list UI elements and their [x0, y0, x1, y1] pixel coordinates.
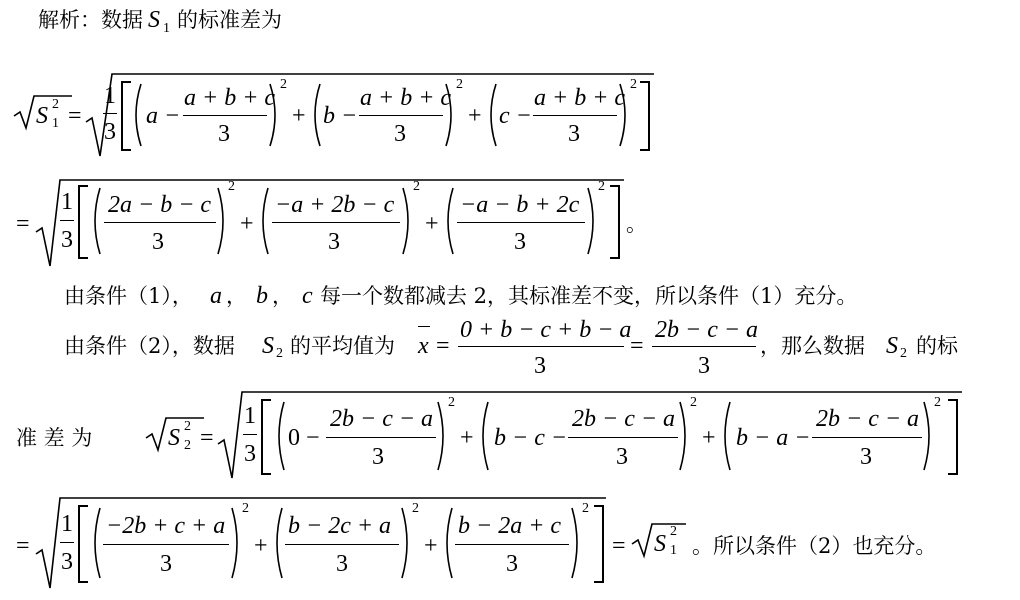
lhs-symbol: S	[36, 103, 48, 129]
equals: =	[612, 533, 626, 559]
subscript: 2	[900, 346, 907, 361]
term-frac-bar	[812, 437, 922, 438]
term-numerator: −a − b + 2c	[460, 192, 580, 218]
subscript: 2	[276, 346, 283, 361]
term-denominator: 3	[514, 229, 526, 255]
term-prefix: c −	[499, 103, 532, 129]
term-numerator: b − 2c + a	[288, 513, 392, 539]
left-paren-icon	[274, 400, 286, 472]
term-frac-bar	[103, 544, 229, 545]
heading-text: 解析：数据	[38, 8, 143, 32]
lhs-sub: 2	[184, 438, 191, 453]
mean-denominator-2: 3	[698, 353, 710, 379]
plus-sign: +	[702, 425, 716, 451]
term-numerator: 2b − c − a	[572, 406, 676, 432]
term-numerator: 2b − c − a	[816, 406, 920, 432]
right-bracket-icon	[638, 80, 652, 152]
conclusion-text: 。所以条件（2）也充分。	[692, 534, 937, 558]
left-bracket-icon	[259, 398, 273, 476]
term-denominator: 3	[568, 121, 580, 147]
term-exponent: 2	[690, 395, 697, 410]
mean-frac-bar-2	[652, 346, 756, 347]
paragraph-rest: 每一个数都减去 2，其标准差不变，所以条件（1）充分。	[320, 284, 858, 308]
term-numerator: 2b − c − a	[330, 406, 434, 432]
term-numerator: b − 2a + c	[458, 513, 562, 539]
plus-sign: +	[254, 533, 268, 559]
period: 。	[626, 212, 647, 236]
term-numerator: −a + 2b − c	[275, 192, 395, 218]
frac-bar	[60, 542, 74, 543]
term-denominator: 3	[616, 444, 628, 470]
term-denominator: 3	[372, 444, 384, 470]
paragraph-text: 由条件（1），	[64, 284, 193, 308]
frac-bar	[103, 113, 117, 114]
equals: =	[68, 103, 82, 129]
frac-three: 3	[104, 119, 116, 145]
right-paren-icon	[436, 400, 448, 472]
term-frac-bar	[183, 115, 267, 116]
left-paren-icon	[258, 186, 270, 256]
lhs-sub: 1	[52, 116, 59, 131]
left-paren-icon	[310, 82, 322, 148]
lhs-sup: 2	[184, 419, 191, 434]
paragraph-text-2: 的平均值为	[290, 334, 395, 358]
term-prefix: b − a −	[736, 425, 811, 451]
symbol-s: S	[886, 333, 898, 359]
term-frac-bar	[533, 115, 617, 116]
frac-three: 3	[61, 549, 73, 575]
term-denominator: 3	[394, 121, 406, 147]
term-exponent: 2	[630, 77, 637, 92]
subscript: 1	[163, 21, 170, 36]
term-denominator: 3	[506, 551, 518, 577]
rhs-sub: 1	[670, 543, 677, 558]
right-paren-icon	[268, 82, 280, 148]
left-paren-icon	[443, 186, 455, 256]
paragraph-text-3: ，那么数据	[760, 334, 865, 358]
term-exponent: 2	[582, 501, 589, 516]
right-paren-icon	[400, 506, 412, 580]
right-paren-icon	[230, 506, 242, 580]
paragraph-text-4: 的标	[916, 334, 958, 358]
mean-numerator-2: 2b − c − a	[655, 317, 759, 343]
symbol-s: S	[262, 333, 274, 359]
var-a: a	[210, 283, 222, 309]
lhs-sup: 2	[52, 97, 59, 112]
right-paren-icon	[570, 506, 582, 580]
term-denominator: 3	[152, 229, 164, 255]
term-frac-bar	[272, 222, 400, 223]
term-exponent: 2	[448, 395, 455, 410]
left-paren-icon	[442, 506, 454, 580]
term-exponent: 2	[934, 395, 941, 410]
plus-sign: +	[468, 103, 482, 129]
term-exponent: 2	[242, 501, 249, 516]
term-prefix: b −	[323, 103, 358, 129]
plus-sign: +	[425, 211, 439, 237]
equals: =	[436, 333, 450, 359]
left-paren-icon	[478, 400, 490, 472]
term-frac-bar	[104, 222, 216, 223]
line-label: 准 差 为	[16, 426, 93, 450]
term-prefix: 0 −	[288, 425, 320, 451]
symbol-s: S	[148, 7, 160, 33]
rhs-sup: 2	[670, 524, 677, 539]
term-exponent: 2	[412, 501, 419, 516]
term-numerator: a + b + c	[534, 85, 626, 111]
comma: ，	[272, 284, 293, 308]
left-bracket-icon	[76, 184, 90, 260]
left-paren-icon	[131, 82, 143, 148]
right-paren-icon	[444, 82, 456, 148]
right-paren-icon	[618, 82, 630, 148]
term-denominator: 3	[860, 444, 872, 470]
term-denominator: 3	[328, 229, 340, 255]
plus-sign: +	[292, 103, 306, 129]
mean-denominator: 3	[534, 353, 546, 379]
mean-numerator: 0 + b − c + b − a	[460, 317, 632, 343]
frac-one: 1	[104, 83, 116, 109]
term-prefix: a −	[146, 103, 181, 129]
right-paren-icon	[678, 400, 690, 472]
frac-bar	[243, 434, 257, 435]
right-paren-icon	[401, 186, 413, 256]
term-exponent: 2	[280, 77, 287, 92]
rhs-symbol: S	[654, 531, 666, 557]
right-paren-icon	[216, 186, 228, 256]
term-frac-bar	[326, 437, 436, 438]
plus-sign: +	[424, 533, 438, 559]
right-paren-icon	[586, 186, 598, 256]
frac-three: 3	[244, 441, 256, 467]
equals: =	[200, 425, 214, 451]
frac-one: 1	[61, 189, 73, 215]
right-bracket-icon	[592, 504, 606, 584]
big-radical-icon	[218, 390, 964, 482]
term-numerator: a + b + c	[184, 85, 276, 111]
term-exponent: 2	[598, 179, 605, 194]
term-frac-bar	[457, 222, 585, 223]
term-prefix: b − c −	[494, 425, 568, 451]
right-bracket-icon	[608, 184, 622, 260]
term-denominator: 3	[336, 551, 348, 577]
plus-sign: +	[460, 425, 474, 451]
var-b: b	[256, 283, 268, 309]
paragraph-text: 由条件（2），数据	[64, 334, 235, 358]
left-paren-icon	[486, 82, 498, 148]
right-bracket-icon	[946, 398, 960, 476]
term-denominator: 3	[218, 121, 230, 147]
comma: ，	[226, 284, 247, 308]
term-exponent: 2	[228, 179, 235, 194]
left-paren-icon	[720, 400, 732, 472]
term-frac-bar	[568, 437, 678, 438]
frac-three: 3	[61, 227, 73, 253]
term-numerator: −2b + c + a	[106, 513, 226, 539]
left-paren-icon	[90, 506, 102, 580]
var-c: c	[302, 283, 313, 309]
term-exponent: 2	[456, 77, 463, 92]
heading-tail: 的标准差为	[177, 8, 282, 32]
mean-frac-bar	[458, 346, 624, 347]
term-numerator: 2a − b − c	[108, 192, 212, 218]
overline	[418, 326, 430, 327]
frac-one: 1	[244, 403, 256, 429]
plus-sign: +	[240, 211, 254, 237]
left-paren-icon	[90, 186, 102, 256]
term-frac-bar	[359, 115, 443, 116]
right-paren-icon	[922, 400, 934, 472]
term-denominator: 3	[160, 551, 172, 577]
equals: =	[630, 333, 644, 359]
equals: =	[16, 533, 30, 559]
frac-one: 1	[61, 511, 73, 537]
left-bracket-icon	[76, 504, 90, 584]
x-bar: x	[418, 333, 429, 359]
frac-bar	[60, 220, 74, 221]
lhs-symbol: S	[168, 425, 180, 451]
term-frac-bar	[455, 544, 569, 545]
equals: =	[16, 211, 30, 237]
term-exponent: 2	[413, 179, 420, 194]
term-numerator: a + b + c	[360, 85, 452, 111]
term-frac-bar	[285, 544, 399, 545]
left-paren-icon	[272, 506, 284, 580]
